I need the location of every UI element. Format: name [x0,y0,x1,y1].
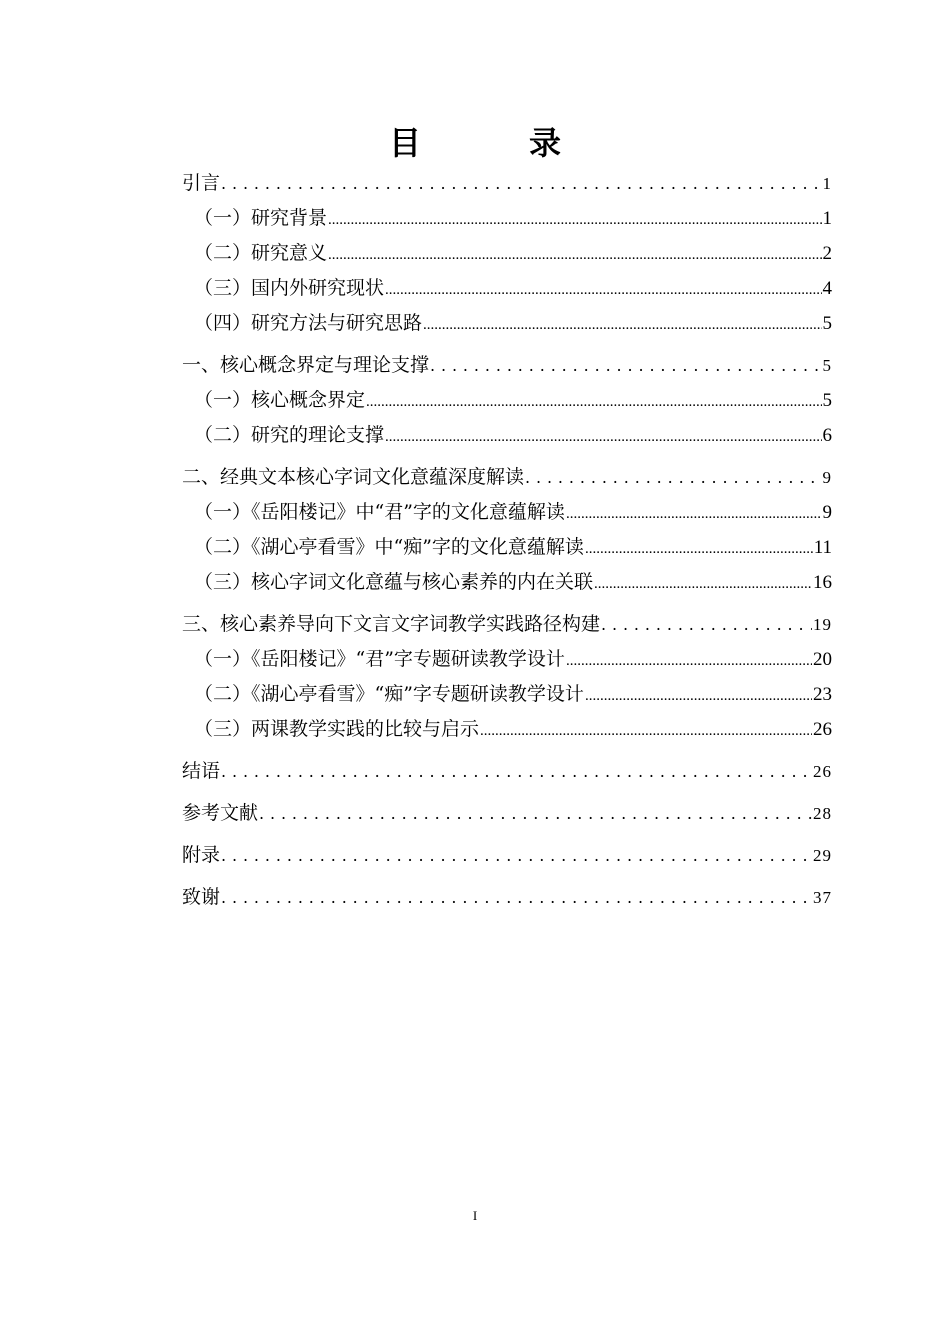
toc-entry[interactable] [182,796,832,831]
toc-entry-page: 37 [813,888,832,907]
toc-entry[interactable] [182,495,832,530]
toc-entry-page: 16 [813,572,832,593]
toc-entry-page: 5 [822,313,832,334]
toc-entry-label: （二）《湖心亭看雪》中“痴”字的文化意蕴解读 [194,536,584,558]
toc-entry-page: 5 [822,390,832,411]
toc-entry[interactable] [182,271,832,306]
toc-entry-page: 9 [822,468,832,487]
dot-leader [566,642,812,677]
toc-entry[interactable] [182,712,832,747]
dot-leader [585,530,813,565]
toc-entry-page: 26 [813,762,832,781]
toc-entry[interactable] [182,201,832,236]
toc-entry-page: 4 [822,278,832,299]
toc-entry[interactable] [182,530,832,565]
toc-entry-label: （四）研究方法与研究思路 [194,312,423,334]
toc-entry-label: （一）《岳阳楼记》“君”字专题研读教学设计 [194,648,565,670]
toc-entry-label: 参考文献 [182,802,259,824]
toc-entry[interactable] [182,880,832,915]
toc-entry-page: 26 [813,719,832,740]
toc-entry-label: 引言 [182,172,221,194]
toc-entry-page: 20 [813,649,832,670]
dot-leader [221,838,812,873]
toc-entry-label: 二、经典文本核心字词文化意蕴深度解读 [182,466,525,488]
toc-entry-label: （三）国内外研究现状 [194,277,385,299]
toc-entry-label: （二）研究意义 [194,242,328,264]
page-number: I [472,1208,478,1223]
toc-entry-page: 5 [822,356,832,375]
toc-entry-label: （三）核心字词文化意蕴与核心素养的内在关联 [194,571,594,593]
toc-entry-label: 附录 [182,844,221,866]
toc-entry[interactable] [182,418,832,453]
dot-leader [585,677,812,712]
toc-entry[interactable] [182,642,832,677]
toc-entry[interactable] [182,754,832,789]
toc-entry-page: 1 [822,174,832,193]
toc-entry[interactable] [182,460,832,495]
dot-leader [221,754,812,789]
toc-entry-label: （一）《岳阳楼记》中“君”字的文化意蕴解读 [194,501,565,523]
dot-leader [221,166,821,201]
toc-entry-page: 28 [813,804,832,823]
dot-leader [566,495,822,530]
toc-entry-page: 2 [822,243,832,264]
dot-leader [525,460,821,495]
dot-leader [594,565,812,600]
toc-entry[interactable] [182,306,832,341]
toc-entry-page: 9 [822,502,832,523]
toc-entry[interactable] [182,348,832,383]
toc-entry[interactable] [182,607,832,642]
dot-leader [423,306,821,341]
toc-entry-label: （二）研究的理论支撑 [194,424,385,446]
toc-entry[interactable] [182,677,832,712]
toc-entry[interactable] [182,383,832,418]
toc-entry[interactable] [182,166,832,201]
toc-entry-page: 23 [813,684,832,705]
toc-entry-label: 结语 [182,760,221,782]
toc-entry-page: 29 [813,846,832,865]
dot-leader [385,418,821,453]
toc-entry-label: （二）《湖心亭看雪》“痴”字专题研读教学设计 [194,683,584,705]
toc-entry-label: 三、核心素养导向下文言文字词教学实践路径构建 [182,613,601,635]
toc-entry-page: 19 [813,615,832,634]
toc-entry-page: 6 [822,425,832,446]
toc-entry-page: 11 [813,537,832,558]
dot-leader [430,348,821,383]
dot-leader [328,236,821,271]
dot-leader [259,796,812,831]
toc-entry-label: （一）核心概念界定 [194,389,366,411]
toc-entry-label: （三）两课教学实践的比较与启示 [194,718,480,740]
dot-leader [385,271,821,306]
toc-entry-label: 一、核心概念界定与理论支撑 [182,354,430,376]
dot-leader [366,383,821,418]
toc-entry[interactable] [182,565,832,600]
dot-leader [221,880,812,915]
toc-title: 目 录 [388,124,599,162]
dot-leader [328,201,821,236]
toc-entry[interactable] [182,838,832,873]
toc-entry-label: （一）研究背景 [194,207,328,229]
toc-entry-page: 1 [822,208,832,229]
table-of-contents [182,166,832,915]
toc-entry[interactable] [182,236,832,271]
dot-leader [480,712,812,747]
dot-leader [601,607,812,642]
toc-entry-label: 致谢 [182,886,221,908]
